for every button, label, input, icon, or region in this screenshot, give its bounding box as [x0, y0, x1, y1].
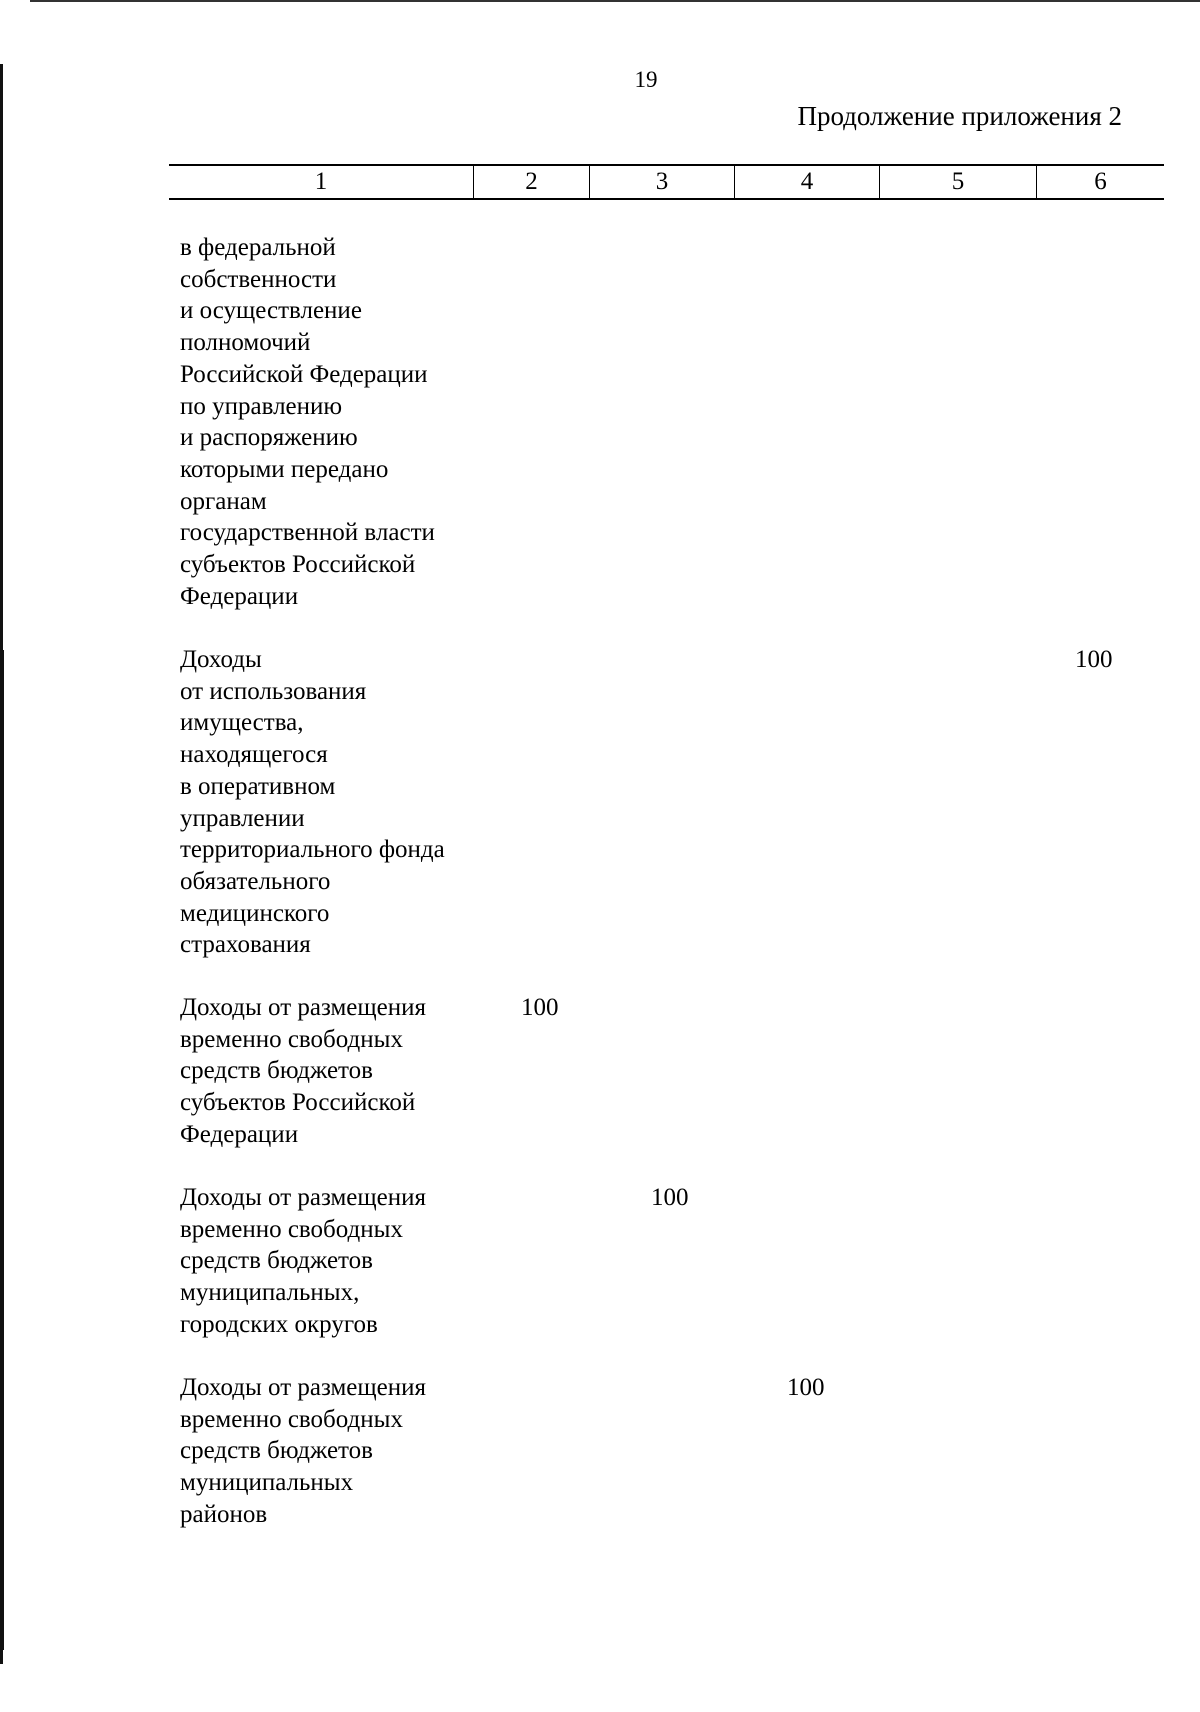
row-description: Доходы от размещения временно свободных средств бюджетов муниципальных районов	[180, 1374, 427, 1528]
row-value-column-2: 100	[521, 994, 559, 1021]
row-description: в федеральной собственности и осуществление полномочий Российской Федерации по управлению и распоряжению которыми передано органам государственной власти субъектов Российской Федерации	[180, 234, 435, 610]
column-header-3: 3	[589, 166, 734, 198]
row-value-column-4: 100	[787, 1374, 825, 1401]
row-description: Доходы от размещения временно свободных средств бюджетов субъектов Российской Федерации	[180, 994, 427, 1148]
column-header-1: 1	[314, 168, 328, 195]
row-value-column-3: 100	[651, 1184, 689, 1211]
row-description: Доходы от размещения временно свободных средств бюджетов муниципальных, городских округов	[180, 1184, 427, 1338]
column-header-4: 4	[734, 166, 879, 198]
continuation-heading: Продолжение приложения 2	[797, 101, 1122, 131]
row-description: Доходы от использования имущества, находящегося в оперативном управлении территориального фонда обязательного медицинского страхования	[180, 646, 445, 959]
scan-edge-top	[30, 0, 1200, 2]
page-number: 19	[634, 67, 658, 92]
column-header-5: 5	[879, 166, 1036, 198]
row-value-column-6: 100	[1075, 646, 1113, 673]
column-header-2: 2	[473, 166, 589, 198]
scan-edge-left-lower	[0, 650, 4, 1650]
table-header-row	[169, 164, 1164, 200]
column-header-6: 6	[1036, 166, 1164, 198]
